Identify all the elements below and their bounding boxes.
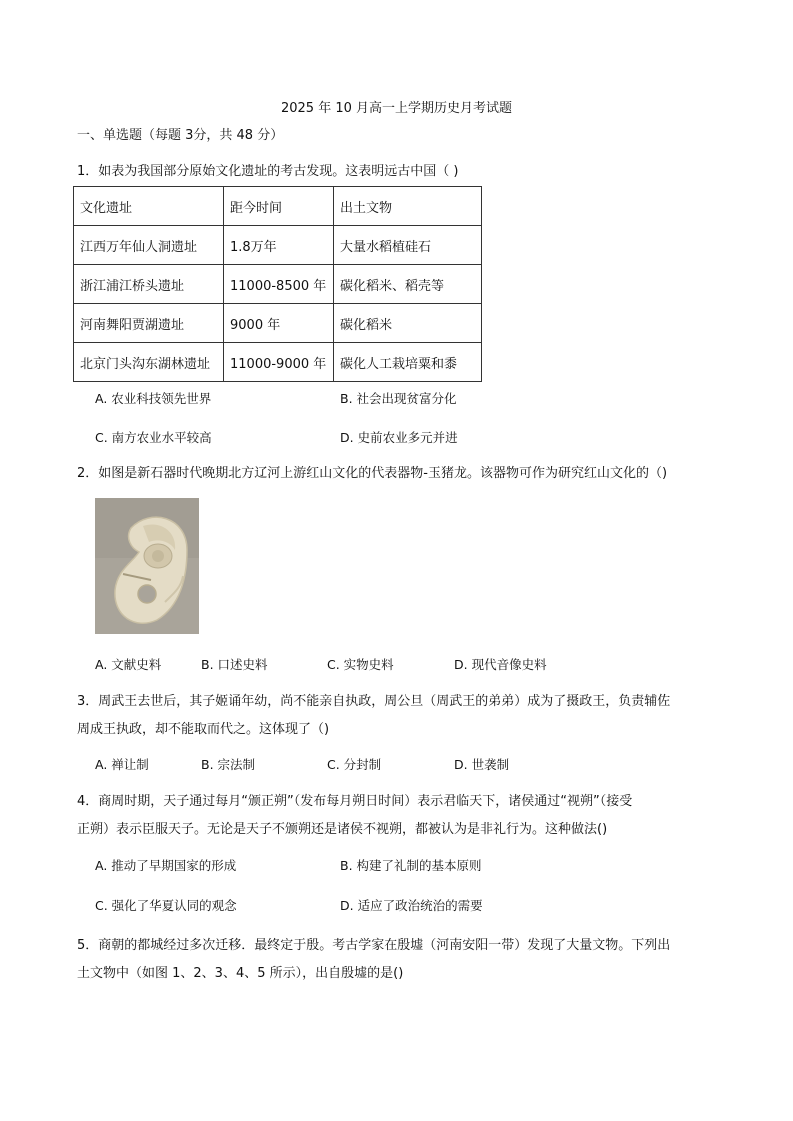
q2-option-b[interactable]: B. 口述史料 — [201, 657, 268, 672]
q3-option-b[interactable]: B. 宗法制 — [201, 757, 256, 772]
table-cell: 11000-9000 年 — [224, 343, 334, 382]
section-heading: 一、单选题（每题 3分，共 48 分） — [77, 128, 284, 143]
table-row — [74, 343, 482, 382]
q1-option-d[interactable]: D. 史前农业多元并进 — [340, 430, 458, 445]
q2-option-a[interactable]: A. 文献史料 — [95, 657, 162, 672]
page-title: 2025 年 10 月高一上学期历史月考试题 — [280, 101, 513, 116]
q2-option-c[interactable]: C. 实物史料 — [327, 657, 394, 672]
q1-option-c[interactable]: C. 南方农业水平较高 — [95, 430, 212, 445]
table-cell: 北京门头沟东湖林遗址 — [74, 343, 224, 382]
question-4-stem-line1: 4．商周时期，天子通过每月“颁正朔”（发布每月朔日时间）表示君临天下，诸侯通过“视朔”（接受 — [77, 794, 633, 809]
table-cell: 碳化稻米 — [334, 304, 482, 343]
table-header-cell: 距今时间 — [224, 187, 334, 226]
question-5-stem-line1: 5．商朝的都城经过多次迁移．最终定于殷。考古学家在殷墟（河南安阳一带）发现了大量文物。下列出 — [77, 938, 671, 953]
q2-option-d[interactable]: D. 现代音像史料 — [454, 657, 547, 672]
table-header-cell: 文化遗址 — [74, 187, 224, 226]
q3-option-a[interactable]: A. 禅让制 — [95, 757, 149, 772]
question-3-stem-line2: 周成王执政，却不能取而代之。这体现了（) — [77, 722, 330, 737]
table-row — [74, 265, 482, 304]
question-5-stem-line2: 土文物中（如图 1、2、3、4、5 所示），出自殷墟的是() — [77, 966, 404, 981]
table-cell: 1.8万年 — [224, 226, 334, 265]
q3-option-d[interactable]: D. 世袭制 — [454, 757, 510, 772]
q1-table — [73, 186, 482, 382]
table-cell: 11000-8500 年 — [224, 265, 334, 304]
table-cell: 河南舞阳贾湖遗址 — [74, 304, 224, 343]
q4-option-a[interactable]: A. 推动了早期国家的形成 — [95, 858, 237, 873]
question-2-stem: 2．如图是新石器时代晚期北方辽河上游红山文化的代表器物-玉猪龙。该器物可作为研究红山文化的（) — [77, 466, 668, 481]
q4-option-d[interactable]: D. 适应了政治统治的需要 — [340, 898, 483, 913]
table-cell: 9000 年 — [224, 304, 334, 343]
table-cell: 大量水稻植硅石 — [334, 226, 482, 265]
q1-option-b[interactable]: B. 社会出现贫富分化 — [340, 391, 457, 406]
table-row — [74, 304, 482, 343]
table-cell: 江西万年仙人洞遗址 — [74, 226, 224, 265]
table-cell: 碳化稻米、稻壳等 — [334, 265, 482, 304]
jade-pig-dragon-image — [95, 498, 199, 634]
table-header-cell: 出土文物 — [334, 187, 482, 226]
q4-option-c[interactable]: C. 强化了华夏认同的观念 — [95, 898, 237, 913]
table-cell: 碳化人工栽培粟和黍 — [334, 343, 482, 382]
table-header-row — [74, 187, 482, 226]
q4-option-b[interactable]: B. 构建了礼制的基本原则 — [340, 858, 482, 873]
q1-option-a[interactable]: A. 农业科技领先世界 — [95, 391, 212, 406]
table-cell: 浙江浦江桥头遗址 — [74, 265, 224, 304]
question-1-stem: 1．如表为我国部分原始文化遗址的考古发现。这表明远古中国（ ) — [77, 164, 459, 179]
question-4-stem-line2: 正朔）表示臣服天子。无论是天子不颁朔还是诸侯不视朔，都被认为是非礼行为。这种做法() — [77, 822, 608, 837]
table-row — [74, 226, 482, 265]
q3-option-c[interactable]: C. 分封制 — [327, 757, 382, 772]
question-3-stem-line1: 3．周武王去世后，其子姬诵年幼，尚不能亲自执政，周公旦（周武王的弟弟）成为了摄政王，负责辅佐 — [77, 694, 671, 709]
